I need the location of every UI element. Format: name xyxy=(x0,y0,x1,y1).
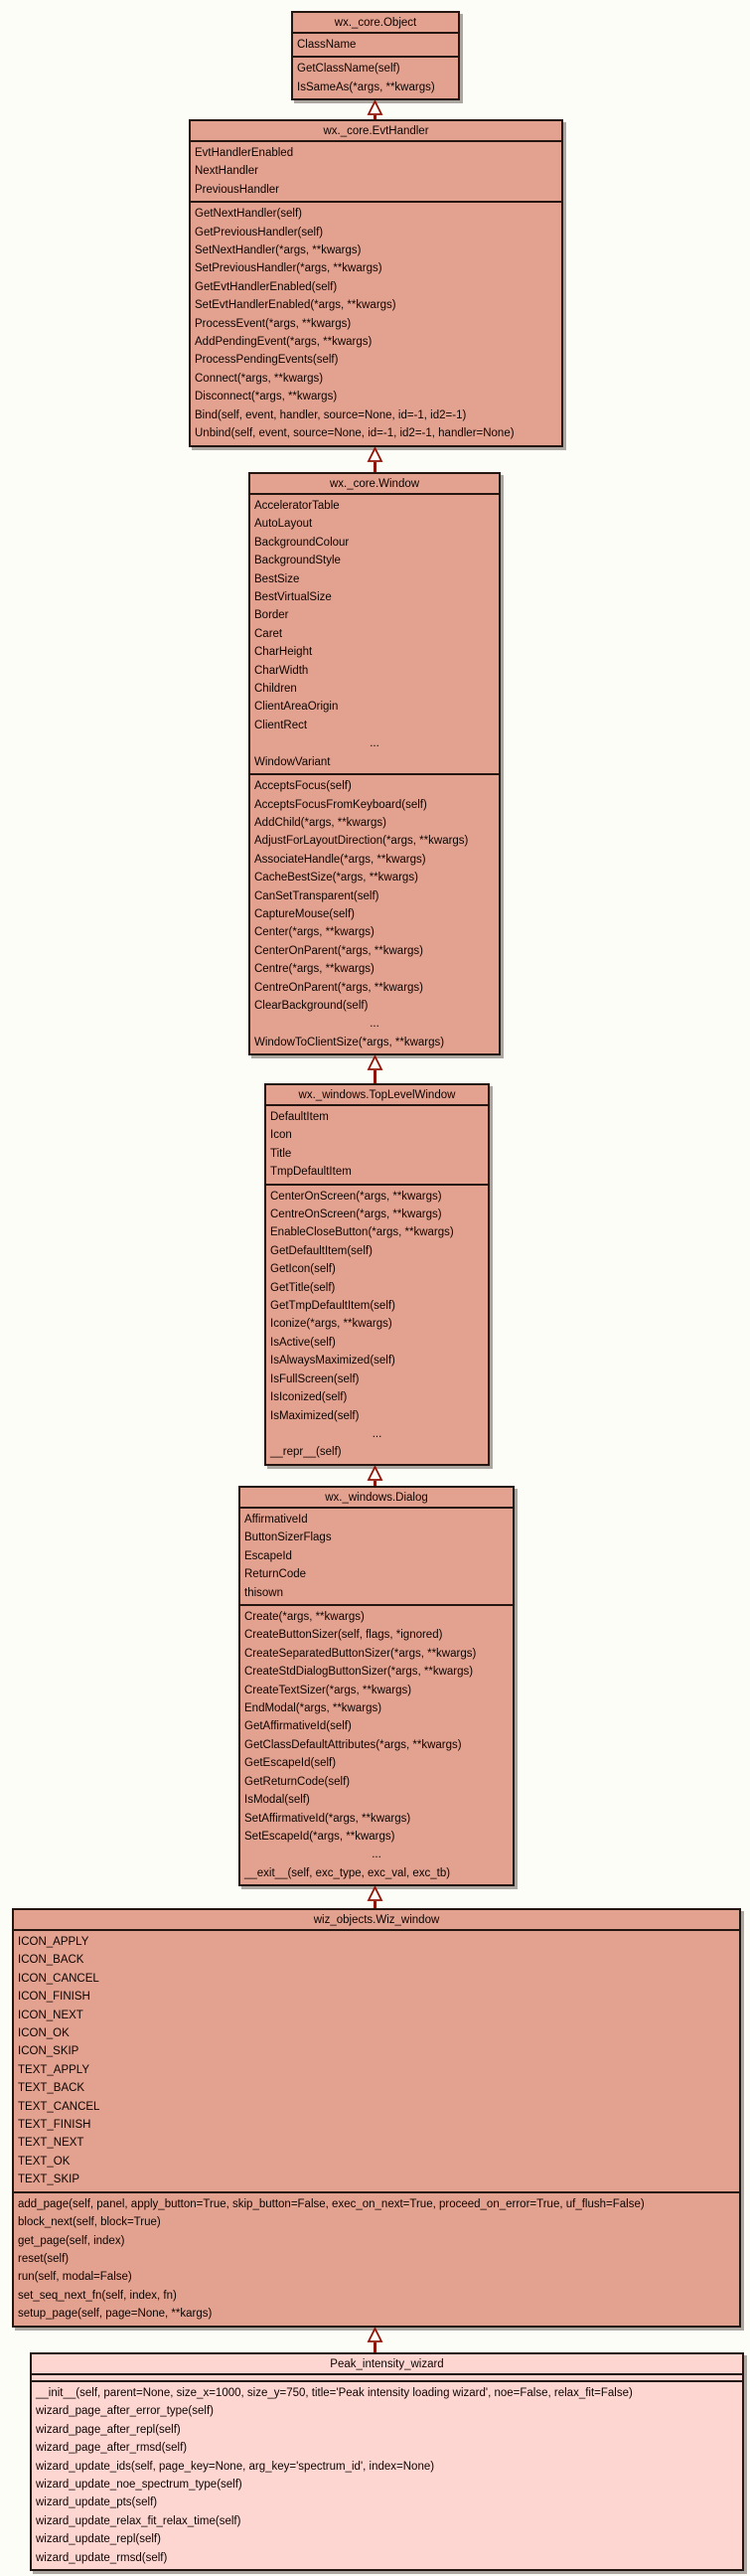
member-row: CreateTextSizer(*args, **kwargs) xyxy=(244,1684,412,1696)
member-row: SetNextHandler(*args, **kwargs) xyxy=(195,244,362,257)
member-row: set_seq_next_fn(self, index, fn) xyxy=(18,2289,177,2302)
member-row: EscapeId xyxy=(244,1549,292,1562)
member-row: wizard_update_pts(self) xyxy=(36,2496,158,2509)
inheritance-arrow-shaft xyxy=(374,462,376,472)
ellipsis-row: ... xyxy=(370,1018,379,1031)
member-row: GetIcon(self) xyxy=(270,1263,336,1276)
member-row: ICON_NEXT xyxy=(18,2009,83,2021)
inheritance-arrowhead-icon xyxy=(367,1466,383,1481)
member-row: NextHandler xyxy=(195,165,258,178)
class-title: wx._core.EvtHandler xyxy=(323,125,429,137)
attributes-compartment xyxy=(266,1104,488,1184)
member-row: ClassName xyxy=(297,39,357,51)
member-row: __repr__(self) xyxy=(270,1446,342,1459)
member-row: DefaultItem xyxy=(270,1111,329,1123)
class-title: wx._windows.TopLevelWindow xyxy=(298,1089,456,1101)
member-row: reset(self) xyxy=(18,2252,70,2265)
inheritance-arrow xyxy=(367,100,383,119)
member-row: Children xyxy=(254,683,297,696)
member-row: GetClassDefaultAttributes(*args, **kwargs) xyxy=(244,1738,462,1751)
inheritance-arrow xyxy=(367,1466,383,1486)
member-row: ButtonSizerFlags xyxy=(244,1531,332,1544)
class-title: wx._core.Object xyxy=(334,17,417,29)
member-row: BestVirtualSize xyxy=(254,591,332,604)
member-row: CharHeight xyxy=(254,646,313,659)
member-row: TmpDefaultItem xyxy=(270,1166,352,1179)
member-row: thisown xyxy=(244,1586,283,1599)
methods-compartment xyxy=(32,2380,742,2569)
methods-compartment xyxy=(240,1604,513,1884)
member-row: IsFullScreen(self) xyxy=(270,1372,360,1385)
member-row: ProcessEvent(*args, **kwargs) xyxy=(195,317,352,330)
member-row: BackgroundStyle xyxy=(254,555,341,567)
member-row: Unbind(self, event, source=None, id=-1, id2=-1, handler=None) xyxy=(195,427,515,440)
member-row: Bind(self, event, handler, source=None, id=-1, id2=-1) xyxy=(195,408,467,421)
member-row: AddChild(*args, **kwargs) xyxy=(254,816,386,829)
member-row: wizard_update_noe_spectrum_type(self) xyxy=(36,2479,242,2492)
methods-compartment xyxy=(250,773,499,1053)
member-row: CentreOnScreen(*args, **kwargs) xyxy=(270,1208,442,1221)
member-row: GetTmpDefaultItem(self) xyxy=(270,1300,395,1313)
member-row: run(self, modal=False) xyxy=(18,2271,132,2284)
member-row: wizard_update_rmsd(self) xyxy=(36,2551,168,2564)
member-row: ReturnCode xyxy=(244,1568,307,1581)
member-row: EvtHandlerEnabled xyxy=(195,147,294,159)
member-row: GetDefaultItem(self) xyxy=(270,1244,373,1257)
member-row: EnableCloseButton(*args, **kwargs) xyxy=(270,1226,454,1239)
member-row: CentreOnParent(*args, **kwargs) xyxy=(254,981,424,994)
inheritance-arrowhead-icon xyxy=(367,1886,383,1901)
member-row: GetClassName(self) xyxy=(297,63,400,76)
member-row: CacheBestSize(*args, **kwargs) xyxy=(254,872,418,885)
inheritance-arrowhead-icon xyxy=(367,1055,383,1070)
member-row: IsSameAs(*args, **kwargs) xyxy=(297,80,435,93)
ellipsis-row: ... xyxy=(372,1427,382,1440)
member-row: BestSize xyxy=(254,572,300,585)
member-row: SetPreviousHandler(*args, **kwargs) xyxy=(195,262,382,275)
methods-compartment xyxy=(191,201,561,444)
class-title: wx._windows.Dialog xyxy=(325,1492,428,1504)
member-row: ProcessPendingEvents(self) xyxy=(195,354,339,367)
inheritance-arrow-shaft xyxy=(374,1070,376,1083)
attributes-compartment xyxy=(14,1929,739,2191)
attributes-compartment xyxy=(293,32,458,56)
class-box-wx-core-object xyxy=(291,11,460,100)
member-row: CenterOnScreen(*args, **kwargs) xyxy=(270,1190,442,1203)
member-row: CaptureMouse(self) xyxy=(254,907,355,920)
inheritance-arrow-shaft xyxy=(374,1481,376,1486)
member-row: TEXT_OK xyxy=(18,2155,71,2168)
inheritance-arrow xyxy=(367,1886,383,1908)
member-row: IsActive(self) xyxy=(270,1336,336,1349)
ellipsis-row: ... xyxy=(370,737,379,750)
class-title: wx._core.Window xyxy=(329,478,420,490)
member-row: AffirmativeId xyxy=(244,1514,308,1526)
member-row: ICON_SKIP xyxy=(18,2045,79,2058)
member-row: get_page(self, index) xyxy=(18,2234,125,2247)
member-row: wizard_update_repl(self) xyxy=(36,2533,161,2546)
member-row: IsIconized(self) xyxy=(270,1391,348,1404)
member-row: PreviousHandler xyxy=(195,183,280,196)
member-row: ClearBackground(self) xyxy=(254,999,369,1012)
member-row: wizard_page_after_error_type(self) xyxy=(36,2405,214,2418)
inheritance-arrow-shaft xyxy=(374,1901,376,1908)
member-row: AdjustForLayoutDirection(*args, **kwargs) xyxy=(254,835,469,848)
member-row: Center(*args, **kwargs) xyxy=(254,926,375,939)
inheritance-arrowhead-icon xyxy=(367,447,383,462)
class-box-wx-windows-dialog xyxy=(238,1486,515,1886)
member-row: CreateButtonSizer(self, flags, *ignored) xyxy=(244,1629,443,1642)
class-title: Peak_intensity_wizard xyxy=(330,2358,444,2370)
member-row: CanSetTransparent(self) xyxy=(254,889,379,902)
member-row: Centre(*args, **kwargs) xyxy=(254,963,375,976)
member-row: GetAffirmativeId(self) xyxy=(244,1720,352,1733)
member-row: Icon xyxy=(270,1129,292,1142)
member-row: ICON_FINISH xyxy=(18,1991,90,2004)
member-row: Caret xyxy=(254,627,283,640)
class-box-wiz-objects-wiz-window xyxy=(12,1908,741,2328)
attributes-compartment xyxy=(191,140,561,201)
member-row: ClientAreaOrigin xyxy=(254,701,339,714)
member-row: SetEscapeId(*args, **kwargs) xyxy=(244,1830,395,1843)
member-row: __exit__(self, exc_type, exc_val, exc_tb) xyxy=(244,1866,451,1879)
member-row: Connect(*args, **kwargs) xyxy=(195,372,324,385)
inheritance-arrow xyxy=(367,1055,383,1083)
member-row: BackgroundColour xyxy=(254,536,350,549)
member-row: GetEvtHandlerEnabled(self) xyxy=(195,280,338,293)
member-row: SetEvtHandlerEnabled(*args, **kwargs) xyxy=(195,299,396,312)
member-row: GetTitle(self) xyxy=(270,1281,336,1294)
member-row: Iconize(*args, **kwargs) xyxy=(270,1318,392,1331)
member-row: SetAffirmativeId(*args, **kwargs) xyxy=(244,1812,411,1825)
member-row: TEXT_NEXT xyxy=(18,2137,84,2150)
member-row: Title xyxy=(270,1147,292,1160)
member-row: CharWidth xyxy=(254,664,309,677)
methods-compartment xyxy=(266,1184,488,1464)
member-row: wizard_page_after_repl(self) xyxy=(36,2423,181,2436)
inheritance-arrow xyxy=(367,447,383,472)
member-row: AddPendingEvent(*args, **kwargs) xyxy=(195,336,373,349)
member-row: TEXT_BACK xyxy=(18,2082,85,2095)
member-row: IsAlwaysMaximized(self) xyxy=(270,1355,395,1368)
member-row: __init__(self, parent=None, size_x=1000, size_y=750, title='Peak intensity loading wizard', noe=False, relax_fit=False) xyxy=(36,2387,633,2399)
member-row: GetReturnCode(self) xyxy=(244,1775,351,1788)
member-row: AcceptsFocus(self) xyxy=(254,780,352,793)
member-row: wizard_update_ids(self, page_key=None, arg_key='spectrum_id', index=None) xyxy=(36,2460,435,2473)
member-row: TEXT_FINISH xyxy=(18,2119,91,2132)
class-box-peak-intensity-wizard xyxy=(30,2352,744,2571)
member-row: setup_page(self, page=None, **kargs) xyxy=(18,2308,213,2321)
member-row: CenterOnParent(*args, **kwargs) xyxy=(254,944,424,957)
inheritance-arrow-shaft xyxy=(374,115,376,119)
member-row: wizard_update_relax_fit_relax_time(self) xyxy=(36,2514,241,2527)
inheritance-arrow xyxy=(367,2328,383,2352)
member-row: Create(*args, **kwargs) xyxy=(244,1611,365,1624)
member-row: IsMaximized(self) xyxy=(270,1409,360,1422)
member-row: Disconnect(*args, **kwargs) xyxy=(195,391,338,403)
member-row: TEXT_SKIP xyxy=(18,2174,79,2186)
methods-compartment xyxy=(14,2191,739,2326)
member-row: TEXT_APPLY xyxy=(18,2063,90,2076)
inheritance-arrowhead-icon xyxy=(367,2328,383,2342)
attributes-compartment xyxy=(240,1507,513,1604)
member-row: GetEscapeId(self) xyxy=(244,1757,337,1770)
member-row: WindowToClientSize(*args, **kwargs) xyxy=(254,1036,445,1048)
member-row: ICON_APPLY xyxy=(18,1936,89,1948)
member-row: TEXT_CANCEL xyxy=(18,2100,100,2113)
class-box-wx-core-evthandler xyxy=(189,119,563,447)
member-row: CreateSeparatedButtonSizer(*args, **kwargs) xyxy=(244,1647,477,1660)
member-row: ClientRect xyxy=(254,719,308,731)
member-row: EndModal(*args, **kwargs) xyxy=(244,1702,382,1715)
member-row: Border xyxy=(254,609,289,622)
member-row: ICON_CANCEL xyxy=(18,1972,99,1985)
ellipsis-row: ... xyxy=(372,1849,381,1861)
attributes-compartment xyxy=(250,493,499,773)
member-row: add_page(self, panel, apply_button=True, skip_button=False, exec_on_next=True, proceed_on_error=True, uf_flush=False) xyxy=(18,2197,645,2210)
member-row: AssociateHandle(*args, **kwargs) xyxy=(254,853,426,866)
member-row: block_next(self, block=True) xyxy=(18,2216,161,2229)
inheritance-arrowhead-icon xyxy=(367,100,383,115)
inheritance-arrow-shaft xyxy=(374,2342,376,2352)
member-row: AcceptsFocusFromKeyboard(self) xyxy=(254,798,427,811)
member-row: IsModal(self) xyxy=(244,1794,310,1807)
methods-compartment xyxy=(293,56,458,98)
class-box-wx-core-window xyxy=(248,472,501,1055)
attributes-compartment xyxy=(32,2373,742,2380)
member-row: GetNextHandler(self) xyxy=(195,208,303,221)
class-title: wiz_objects.Wiz_window xyxy=(313,1914,440,1926)
member-row: wizard_page_after_rmsd(self) xyxy=(36,2442,188,2455)
member-row: AcceleratorTable xyxy=(254,500,340,512)
member-row: ICON_OK xyxy=(18,2027,70,2040)
member-row: AutoLayout xyxy=(254,518,313,531)
class-box-wx-windows-toplevelwindow xyxy=(264,1083,490,1466)
member-row: GetPreviousHandler(self) xyxy=(195,226,324,239)
member-row: ICON_BACK xyxy=(18,1954,84,1967)
member-row: WindowVariant xyxy=(254,755,331,768)
member-row: CreateStdDialogButtonSizer(*args, **kwargs) xyxy=(244,1666,474,1679)
